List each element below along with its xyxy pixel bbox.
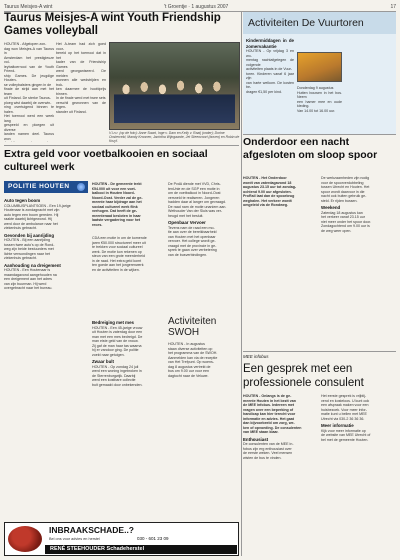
bedreiging-article xyxy=(92,318,164,518)
text-line: steun van een grote meerderheid xyxy=(92,254,145,258)
text-line xyxy=(4,141,54,142)
text-line: en de activiteiten in de wijken. xyxy=(92,267,140,272)
text-line: huisbezoek. Voor meer infor- xyxy=(321,407,367,412)
text-line: hij er vandoor ging. De politie xyxy=(92,348,139,352)
text-line: bus om 9.00 uur voor een xyxy=(168,369,209,373)
header-left: Taurus Meisjes-A wint xyxy=(4,4,53,10)
text-line: staan diverse activiteiten op xyxy=(168,346,213,351)
vuurtoren-headline: Activiteiten De Vuurtoren xyxy=(243,12,396,34)
text-line: ten goede aan het jongerenwerk xyxy=(92,263,144,267)
text-line: de weg weer open. xyxy=(321,228,352,233)
text-line: de Sterrenburgwijk. Daarbij xyxy=(92,373,136,378)
section-divider xyxy=(243,134,396,135)
text-line: Amsterdam het prestigieuze vol- xyxy=(4,55,54,64)
mee-infobus-label: MEE infobus xyxy=(243,354,269,359)
text-line: versneld te realiseren. Jongeren xyxy=(168,195,220,200)
text-line: vraagd met de provincie in ge- xyxy=(168,243,217,248)
text-line: ProRail laat dan de spoorbrug xyxy=(243,194,295,198)
swoh-body xyxy=(168,342,240,518)
text-line: van zijn buurman. Hij werd xyxy=(4,281,47,286)
text-line: De consulenten van de MEE in- xyxy=(243,442,294,446)
text-line: uit Finland. De sterke Taurus- xyxy=(4,96,51,100)
text-line: heugd met het besluit. xyxy=(168,213,204,218)
text-line: te trekken voor sociaal cultureel xyxy=(92,245,143,249)
text-line: tussen Utrecht en Houten. Het xyxy=(321,185,370,189)
politie-label: POLITIE HOUTEN xyxy=(8,183,70,190)
text-line: finale de strijd aan met het team xyxy=(4,87,54,96)
text-line: verschil gewonnen van de tegen- xyxy=(56,100,106,109)
text-line: HOUTEN - Op vrijdag 3 en wo- xyxy=(246,49,294,58)
text-line: werk. De motie kon rekenen op xyxy=(92,249,142,254)
text-line: meenteraad besloten in haar xyxy=(92,213,141,218)
text-line: reces. xyxy=(92,222,103,227)
text-line: in de raad. Het extra geld komt xyxy=(92,258,142,263)
taurus-headline: Taurus Meisjes-A wint Youth Friendship Games volleyball xyxy=(4,12,221,37)
text-line: kader van de Friendship Games xyxy=(56,60,106,69)
text-line: se volleybalsters gingen in de xyxy=(4,82,52,87)
text-line: De werkzaamheden zijn nodig xyxy=(321,176,370,180)
openbaar-vervoer-subhead: Openbaar Vervoer xyxy=(168,220,206,225)
text-line: van Houten met het openbaar xyxy=(168,234,216,239)
text-line: Donderdag 9 augustus xyxy=(297,86,334,90)
text-line: het programma van de SWOH. xyxy=(168,351,218,355)
text-line: informatie en advies. Het gaat xyxy=(243,416,294,421)
politie-item-heading: Auto tegen boom xyxy=(4,198,41,203)
taurus-col-2 xyxy=(56,42,106,142)
text-line: het verkeer vanaf 23.15 uur xyxy=(321,215,365,219)
text-line: verhogen. Dat heeft de ge- xyxy=(92,209,138,213)
text-line: maandagavond aangehouden na xyxy=(4,272,57,277)
text-line: HOUTEN - Bij een aanrijding xyxy=(4,238,50,242)
bedreiging-heading: Bedreiging met mes xyxy=(92,320,134,325)
text-line: de eerste weken. Veel mensen xyxy=(243,451,293,455)
text-line: wisten de bus te vinden. xyxy=(243,455,282,460)
text-line: steld. Er rijden bussen. xyxy=(321,198,358,203)
text-line: omgeleid via de Rondweg. xyxy=(243,203,289,207)
photo-caption: V.l.n.r. (op de foto): Anne Swart, Inge v. Dam en Kelly v. Raaij (onder); Dorine Oosterveld, Mandy Kroonen, Jacintha Wijngaarde, Jet Steenvoort (boven) en Robin de Kruyf. xyxy=(109,131,240,143)
text-line: handicap kan hier terecht voor xyxy=(243,412,296,416)
taurus-col-1 xyxy=(4,42,54,142)
advertisement-inbraakschade[interactable] xyxy=(4,522,239,556)
text-line: weg zijn beide bestuurders met xyxy=(4,247,54,251)
text-line: ochtend 9.00 uur afgesloten. xyxy=(243,189,292,194)
text-line: activiteiten plaats in de Vuur- xyxy=(246,67,293,71)
text-line: de MEE infobus. Iedereen met xyxy=(243,403,295,407)
vuurtoren-photo xyxy=(297,52,342,82)
text-line: balkooi in Houten Noord- xyxy=(92,191,135,195)
text-line: Zondagochtend om 9.00 uur is xyxy=(321,224,370,228)
text-line: HOUTEN - Het Onderdoor xyxy=(243,176,287,180)
extra-geld-headline: Extra geld voor voetbalkooien en sociaal cultureel werk xyxy=(4,148,208,173)
text-line: Het eerste gesprek is vrijblij- xyxy=(321,394,367,398)
politie-item-heading: Gevonden bij aanrijding xyxy=(4,232,55,238)
politie-items xyxy=(4,196,88,518)
extra-col-1 xyxy=(92,182,164,234)
text-line: overgebracht naar het bureau. xyxy=(4,286,53,290)
text-line: Het A-team had zich goed voor- xyxy=(56,42,106,51)
text-line: meente haar bijdrage aan het xyxy=(92,200,142,204)
text-line: een hamer mee en oude kleding. xyxy=(297,99,342,108)
volleyball-team-photo xyxy=(109,42,240,130)
ad-subtitle: Bel ons voor advies en herstel xyxy=(49,537,100,541)
text-line: Hutten bouwen in het bos. Neem xyxy=(297,90,342,99)
text-line: ship Games. De jeugdige Houten- xyxy=(4,73,54,82)
text-line: fobus zijn erg enthousiast over xyxy=(243,446,292,451)
text-line: raakte daarbij lichtgewond. Hij xyxy=(4,217,52,221)
section-divider xyxy=(4,145,239,146)
enthousiast-subhead: Enthousiast xyxy=(243,436,269,442)
text-line: tussen twee auto's op de Rond- xyxy=(4,242,55,247)
text-line: bel met de gemeente Houten. xyxy=(321,437,369,442)
text-line: werd georganiseerd. De meiden xyxy=(56,69,106,78)
company-logo-icon xyxy=(8,526,42,552)
extra-col-2 xyxy=(92,236,164,316)
text-line: man eiste geld van de vrouw. xyxy=(92,339,139,343)
onderdoor-col-2 xyxy=(321,176,396,348)
ad-company-bar: RENÉ STEEHOUDER Schadeherstel xyxy=(45,545,237,554)
text-line: Kijk voor meer informatie op xyxy=(321,428,366,433)
text-line: toren. Kinderen vanaf 6 jaar zijn xyxy=(246,71,294,80)
text-line: werd door de ambulance naar het xyxy=(4,221,58,226)
text-line: Houtenaar is zondagnacht met zijn xyxy=(4,208,60,212)
text-line: Het toernooi werd een week lang xyxy=(4,114,54,123)
text-line: vervoer. Het college wordt ge- xyxy=(168,239,216,243)
onderdoor-col-1 xyxy=(243,176,317,348)
text-line: ploeg wist daarbij de overwin- xyxy=(4,100,52,105)
text-line: Noord-Oost. Verder zal de ge- xyxy=(92,195,143,200)
text-line: nacht ook buiten gebruik ge- xyxy=(321,194,367,198)
text-line: augustus 23.15 uur tot zondag- xyxy=(243,185,297,189)
text-line: €54.000 uit voor een voet- xyxy=(92,186,136,191)
text-line: ken of opvoeding. De consulenten xyxy=(243,425,302,430)
zwaar-bult-heading: Zwaar bult xyxy=(92,359,114,364)
politie-item-heading: Aanhouding na dreigement xyxy=(4,262,61,268)
ad-title: INBRAAKSCHADE..? xyxy=(49,525,134,535)
text-line: dag 8 augustus vertrekt de xyxy=(168,364,211,369)
team-figures xyxy=(114,75,235,123)
text-line: COLUMBUSPLANTSOEN - Een 19-jarige xyxy=(4,203,71,208)
text-line: weghalen. Het verkeer wordt xyxy=(243,198,292,203)
extra-col-3 xyxy=(168,182,240,314)
bedreiging-body xyxy=(92,326,164,358)
text-line: vragen over een beperking of xyxy=(243,407,294,412)
text-line: zoekt naar getuigen. xyxy=(92,352,125,357)
extra-col-3-text xyxy=(168,182,240,218)
gesprek-headline: Een gesprek met een professionele consulent xyxy=(243,363,364,389)
ad-phone: 030 - 601 23 09 xyxy=(137,536,169,541)
section-divider xyxy=(243,351,396,352)
text-line: ning overtuigend binnen te halen. xyxy=(4,105,54,114)
onderdoor-col-2b-text xyxy=(321,211,396,234)
text-line: sprek te gaan over verbetering xyxy=(168,248,217,252)
text-line: dag won Meisjes-A van Taurus in xyxy=(4,46,54,55)
text-line: In de finale werd met twee sets xyxy=(56,96,106,100)
text-line: dragen €1,50 per kind. xyxy=(246,89,282,94)
politie-houten-banner xyxy=(4,181,88,193)
swoh-headline: Activiteiten SWOH xyxy=(168,316,217,338)
text-line: de website van MEE Utrecht of xyxy=(321,433,371,437)
column-divider xyxy=(241,12,242,556)
text-line: HOUTEN - Een 45-jarige vrouw xyxy=(92,325,143,330)
header-date: 't Groentje · 1 augustus 2007 xyxy=(164,4,229,10)
text-line: wordt van zaterdagavond 18 xyxy=(243,180,292,185)
text-line: voor de spoorverdubbeling xyxy=(321,180,364,185)
text-line: niet meer onder het spoor door. xyxy=(321,219,372,224)
text-line: De PvdA diende met VVD, Chris- xyxy=(168,182,221,186)
vuurtoren-subhead: Kindermiddagen in de zomervakantie xyxy=(246,38,294,49)
text-line: hadden daar al langer om gevraagd. xyxy=(168,200,226,204)
text-line: ziekenhuis gebracht. xyxy=(4,226,37,230)
text-line: tenUnie en de SGP een motie in xyxy=(168,186,220,191)
zwaar-bult-body xyxy=(92,365,164,388)
text-line: HOUTEN - Een Houtenaar is xyxy=(4,268,51,272)
page-header xyxy=(4,3,396,12)
text-line: Wethouder Van der Sluis was ver- xyxy=(168,209,223,213)
text-line: CDA een motie in om de komende xyxy=(92,236,147,240)
mee-col-1b-text xyxy=(243,442,317,460)
police-light-icon xyxy=(77,183,85,191)
text-line: Van 14.00 tot 16.00 uur. xyxy=(297,108,336,113)
text-line: Tevens nam de raad een mo- xyxy=(168,225,215,230)
text-line: man met een mes bedreigd. De xyxy=(92,334,143,339)
text-line: van harte welkom. De kosten be- xyxy=(246,80,294,89)
text-line: ziekenhuis gebracht. xyxy=(4,256,37,260)
text-line: Zaterdag 18 augustus kan xyxy=(321,210,363,215)
text-line: meente Houten in het bezit van xyxy=(243,398,296,403)
text-line: wonnen alle wedstrijden en trok- xyxy=(56,78,106,87)
meer-informatie-subhead: Meer informatie xyxy=(321,423,354,428)
mee-col-2 xyxy=(321,394,396,556)
text-line: HOUTEN - In augustus xyxy=(168,342,205,346)
weekend-subhead: Weekend xyxy=(321,205,341,210)
text-line: HOUTEN - Op zondag 24 juli xyxy=(92,364,139,369)
text-line: gespeeld en ploegen uit diverse xyxy=(4,123,54,132)
text-line: De raad nam de motie unaniem aan. xyxy=(168,204,227,209)
mee-col-1 xyxy=(243,394,317,556)
text-line: HOUTEN - Afgelopen zon- xyxy=(4,42,47,46)
text-line: lichte verwondingen naar het xyxy=(4,251,50,256)
text-line: sociaal cultureel werk flink xyxy=(92,204,138,209)
mee-col-1-text xyxy=(243,394,317,435)
text-line: van Het Trefpunt. Op woens- xyxy=(168,360,214,364)
onderdoor-headline: Onderdoor een nacht afgesloten om sloop spoor xyxy=(243,136,378,161)
text-line: mentag nachtafgelegen de volgende xyxy=(246,58,294,67)
text-line: landen namen deel. Taurus won xyxy=(4,132,54,141)
extra-col-3b-text xyxy=(168,226,240,258)
onderdoor-col-2-text xyxy=(321,176,396,203)
text-line: werd een kostbare collectie xyxy=(92,378,136,382)
text-line: een dreigement aan het adres xyxy=(4,277,52,281)
text-line: Utrecht via 030-2 36 36 36. xyxy=(321,416,365,421)
text-line: werd een woning ingebroken in xyxy=(92,369,142,373)
text-line: dagtocht naar de Veluwe. xyxy=(168,373,209,378)
text-line: spoor wordt daarvoor in die xyxy=(321,189,365,194)
text-line: leybaltoernooi van de Youth Friend- xyxy=(4,64,54,73)
text-line: Zij gaf de man haar tas waarna xyxy=(92,343,142,348)
text-line: om de voetbalkooi in Noord-Oost xyxy=(168,191,221,195)
text-line: buit gemaakt door onbekenden. xyxy=(92,382,143,387)
text-line: ken daarmee de hoofdprijs binnen. xyxy=(56,87,106,96)
text-line: van MEE staan klaar. xyxy=(243,430,279,434)
vuurtoren-col-1 xyxy=(246,36,294,132)
text-line: dan bijvoorbeeld om zorg, we- xyxy=(243,421,295,425)
mee-col-2b-text xyxy=(321,429,396,443)
text-line: HOUTEN - De gemeente trekt xyxy=(92,182,142,186)
text-line: stander uit Finland. xyxy=(56,109,87,114)
text-line: een afspraak maken voor een xyxy=(321,403,369,407)
vuurtoren-col-2 xyxy=(297,86,342,132)
text-line: auto tegen een boom gereden. Hij xyxy=(4,212,59,217)
page-number: 17 xyxy=(390,4,396,10)
text-line: tie aan over de bereikbaarheid xyxy=(168,230,217,234)
text-line: matie kunt u bellen met MEE xyxy=(321,412,367,416)
text-line: jaren €50.000 structureel meer uit xyxy=(92,240,146,245)
mee-col-2-text xyxy=(321,394,396,421)
text-line: laatste vergadering voor het xyxy=(92,218,141,222)
text-line: van de busverbindingen. xyxy=(168,252,208,257)
text-line: Aanmelden kan via de receptie xyxy=(168,355,218,360)
text-line: HOUTEN - Onlangs is de ge- xyxy=(243,394,292,398)
text-line: bereid op het toernooi dat in het xyxy=(56,51,106,60)
text-line: uit Houten is zaterdag door een xyxy=(92,330,143,334)
vuurtoren-body xyxy=(246,49,294,94)
text-line: vend en kosteloos. U kunt ook xyxy=(321,398,370,403)
